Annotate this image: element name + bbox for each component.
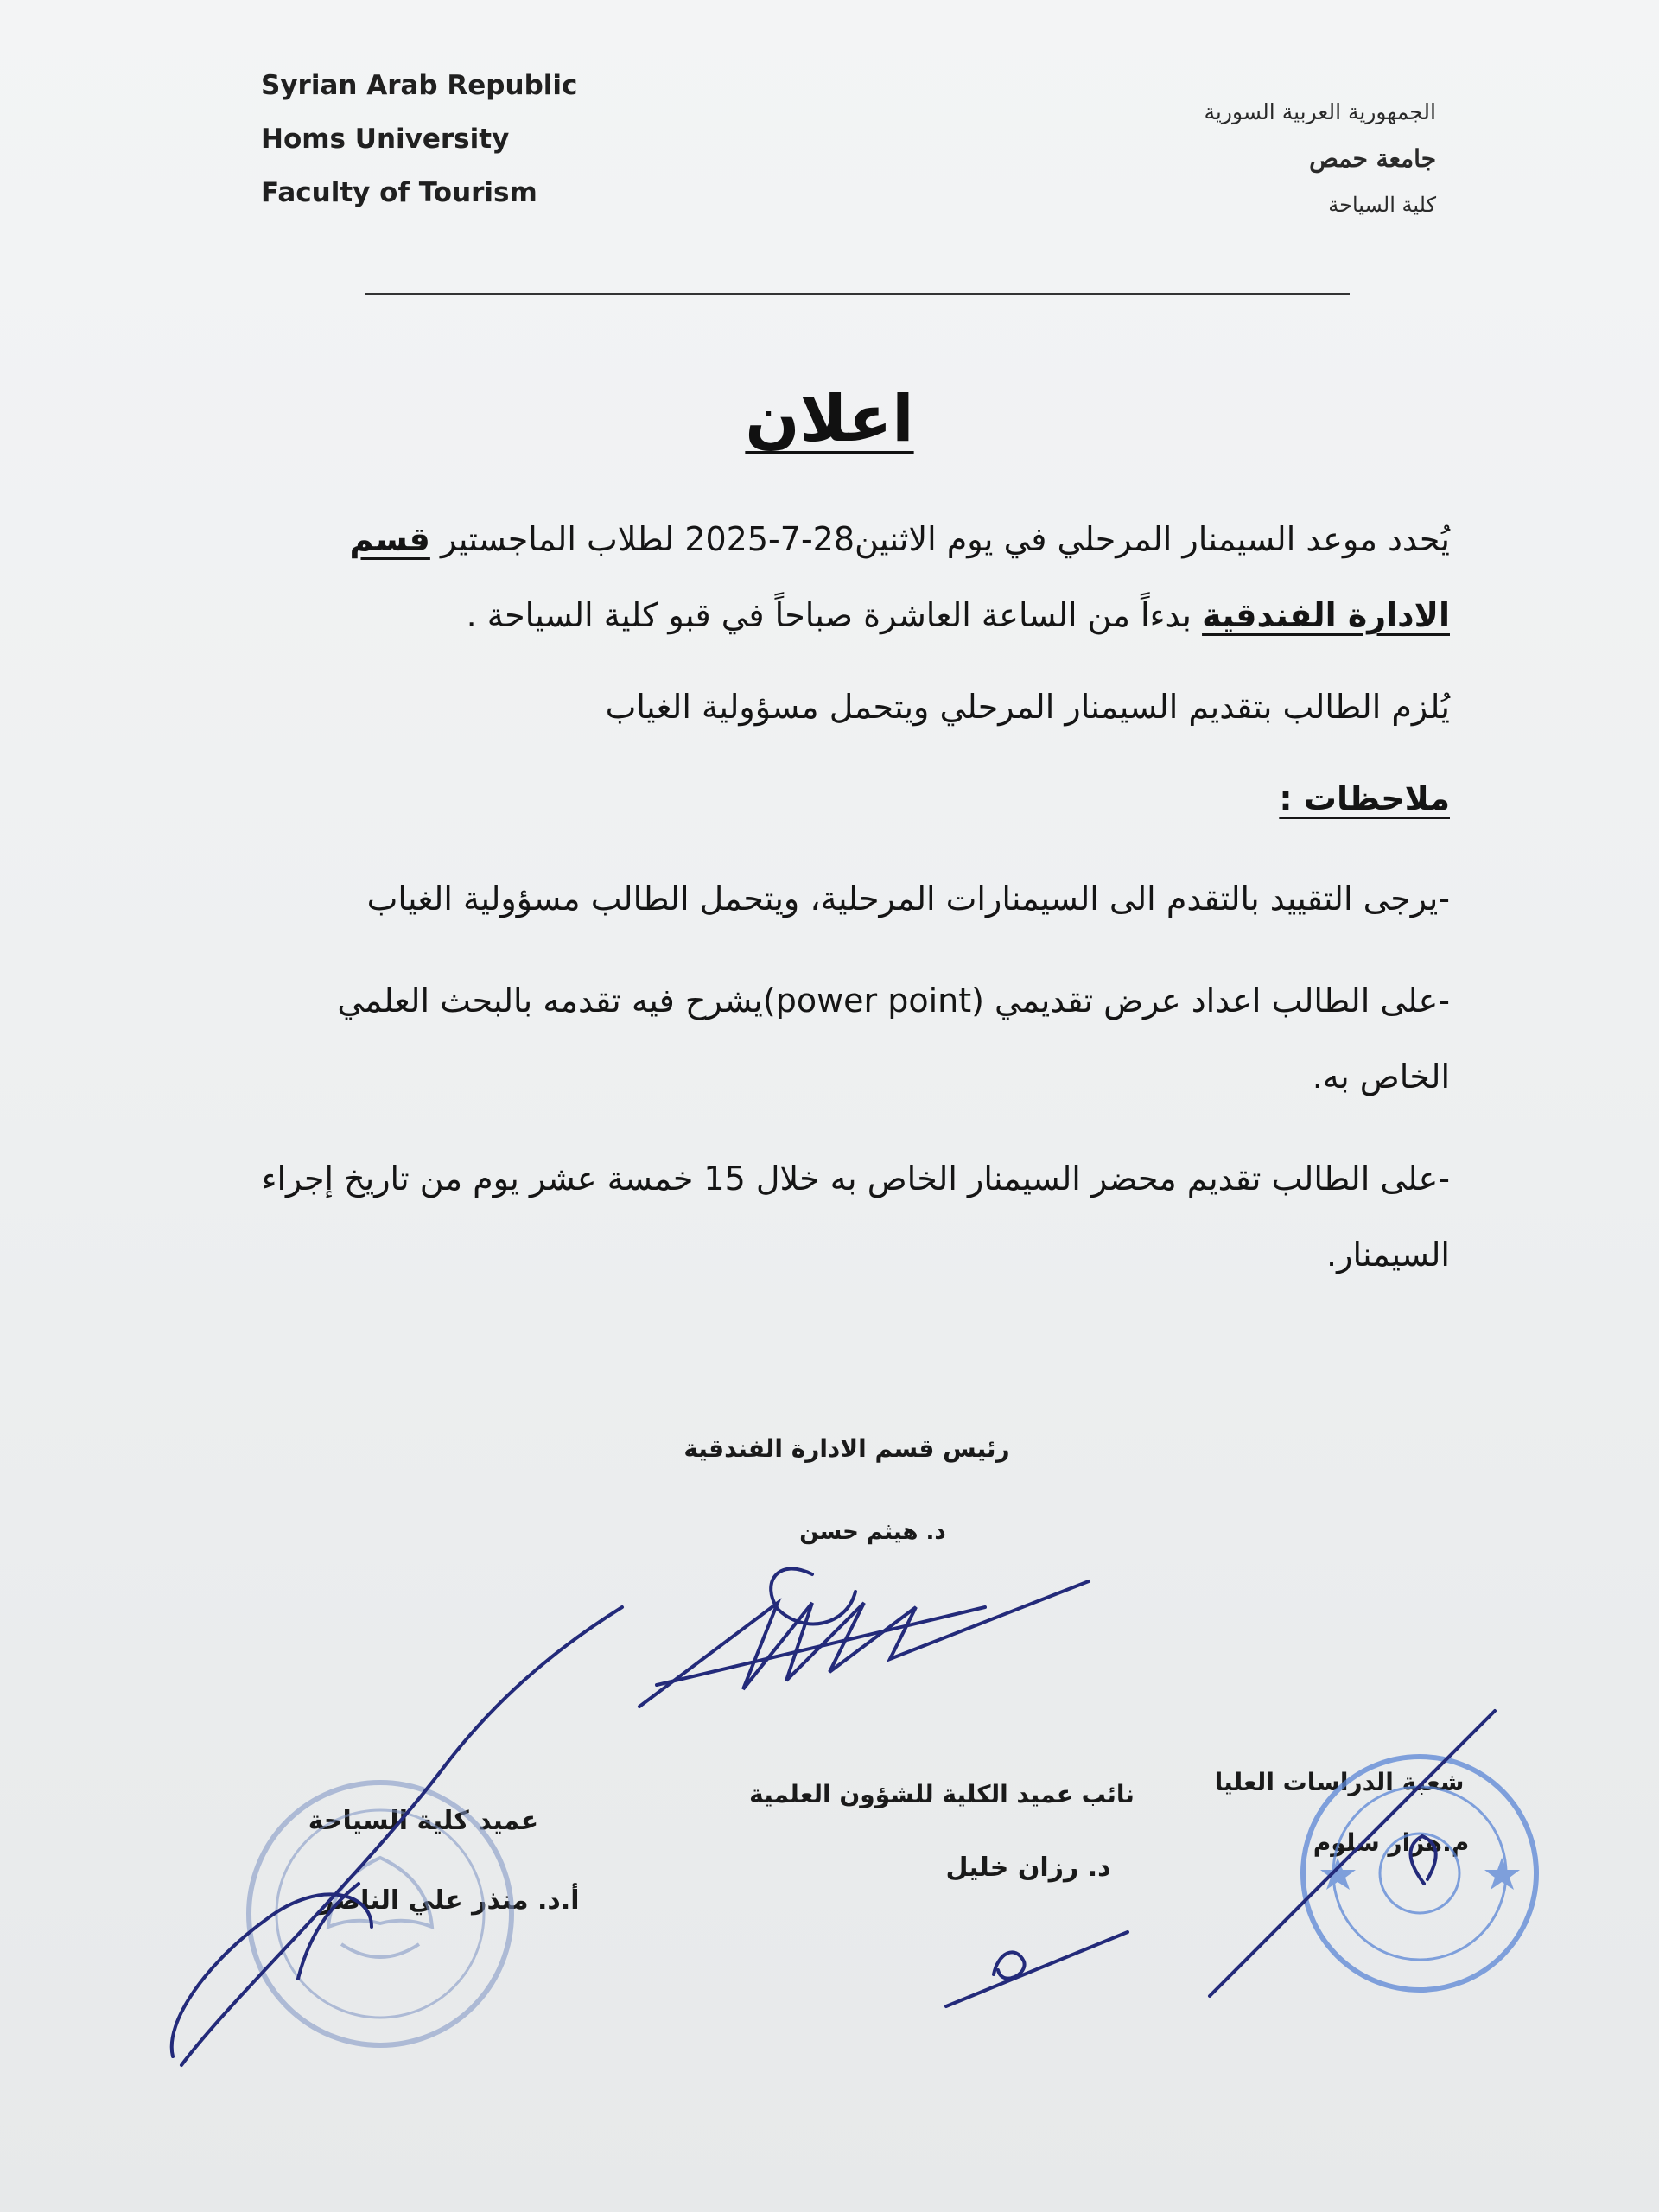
country-name-en: Syrian Arab Republic: [261, 70, 578, 101]
university-name-en: Homs University: [261, 124, 510, 155]
vice-dean-signature: [946, 1932, 1128, 2006]
note-item: -يرجى التقييد بالتقدم الى السيمنارات المرحلية، ويتحمل الطالب مسؤولية الغياب: [366, 880, 1450, 918]
department-name-underlined: قسم الادارة الفندقية: [349, 520, 1450, 634]
department-head-signature: [639, 1569, 1089, 1707]
schedule-text-part1: يُحدد موعد السيمنار المرحلي في يوم الاثنين28-7-2025 لطلاب الماجستير: [429, 520, 1450, 558]
obligation-paragraph: يُلزم الطالب بتقديم السيمنار المرحلي ويتحمل مسؤولية الغياب: [605, 688, 1450, 726]
department-head-name: د. هيثم حسن: [799, 1519, 946, 1545]
graduate-studies-title: شعبة الدراسات العليا: [1214, 1768, 1465, 1796]
dean-stamp: [249, 1783, 512, 2045]
department-head-title: رئيس قسم الادارة الفندقية: [683, 1434, 1010, 1463]
dean-name: أ.د. منذر علي الناصر: [319, 1885, 580, 1916]
graduate-studies-stamp: [1303, 1757, 1536, 1990]
dean-title: عميد كلية السياحة: [308, 1806, 539, 1836]
notes-heading: ملاحظات :: [1279, 779, 1450, 817]
faculty-name-ar: كلية السياحة: [1328, 193, 1436, 217]
dean-signature: [172, 1607, 622, 2065]
country-name-ar: الجمهورية العربية السورية: [1204, 99, 1436, 124]
university-name-ar: جامعة حمص: [1309, 144, 1436, 173]
faculty-name-en: Faculty of Tourism: [261, 177, 537, 208]
vice-dean-title: نائب عميد الكلية للشؤون العلمية: [749, 1780, 1135, 1808]
note-item: -على الطالب اعداد عرض تقديمي (power point)يشرح فيه تقدمه بالبحث العلمي الخاص به.: [337, 982, 1450, 1096]
announcement-title: اعلان: [745, 382, 914, 456]
vice-dean-name: د. رزان خليل: [945, 1853, 1111, 1883]
note-item: -على الطالب تقديم محضر السيمنار الخاص به خلال 15 خمسة عشر يوم من تاريخ إجراء السيمنار.: [261, 1160, 1450, 1274]
graduate-studies-name: م.هزار سلوم: [1313, 1828, 1470, 1857]
schedule-text-part2: بدءاً من الساعة العاشرة صباحاً في قبو كلية السياحة .: [466, 596, 1203, 634]
